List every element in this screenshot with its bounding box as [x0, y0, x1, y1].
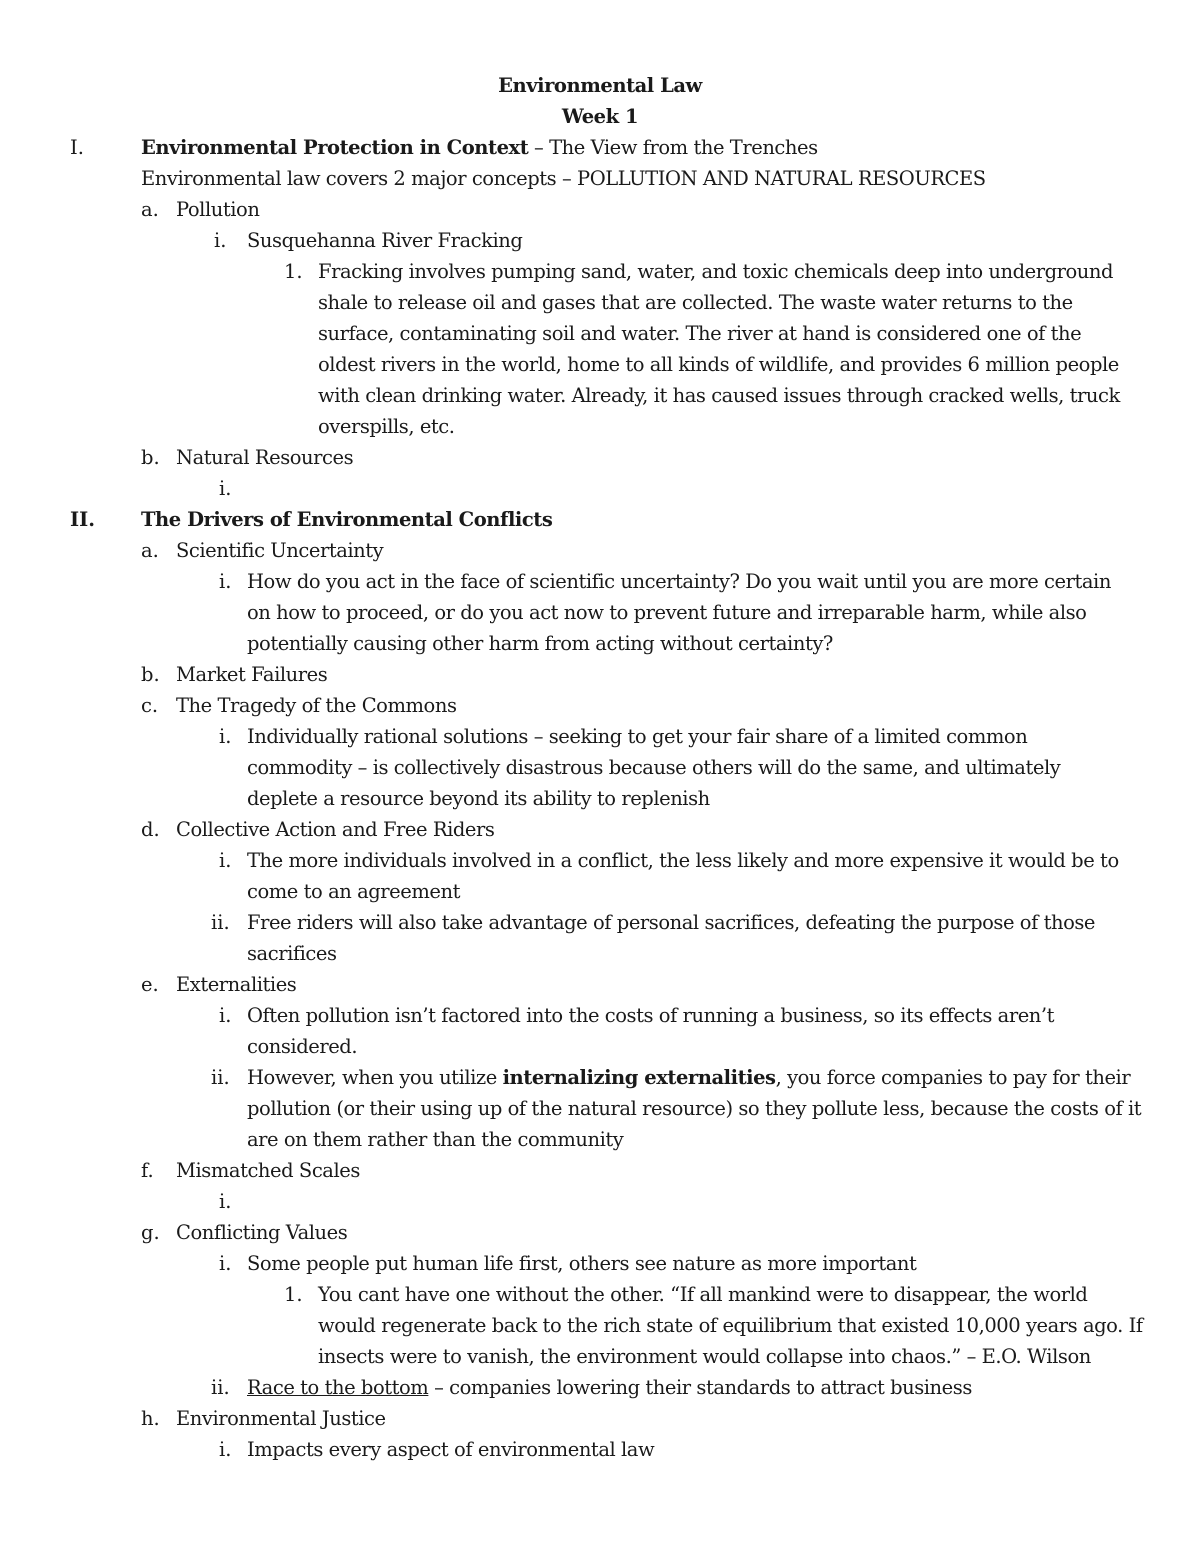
race-to-bottom-line: Race to the bottom – companies lowering their standards to attract business	[247, 1376, 972, 1399]
externalities-text-line: Often pollution isn’t factored into the costs of running a business, so its effects aren’t	[247, 1004, 1055, 1027]
list-marker: b.	[141, 446, 160, 469]
list-marker: ii.	[211, 911, 230, 934]
free-riders-text-line: sacrifices	[247, 942, 337, 965]
values-text-line: Some people put human life first, others see nature as more important	[247, 1252, 917, 1275]
list-marker: 1.	[284, 1283, 303, 1306]
fracking-text-line: shale to release oil and gases that are collected. The waste water returns to the	[318, 291, 1073, 314]
list-item-pollution: Pollution	[176, 198, 260, 221]
list-marker: a.	[141, 539, 159, 562]
uncertainty-text-line: How do you act in the face of scientific uncertainty? Do you wait until you are more certain	[247, 570, 1111, 593]
collective-text-line: The more individuals involved in a conflict, the less likely and more expensive it would be to	[247, 849, 1119, 872]
externalities-text-line: considered.	[247, 1035, 358, 1058]
fracking-text-line: with clean drinking water. Already, it has caused issues through cracked wells, truck	[318, 384, 1120, 407]
list-marker: i.	[219, 1004, 232, 1027]
list-item-susquehanna: Susquehanna River Fracking	[247, 229, 523, 252]
list-item-collective-action: Collective Action and Free Riders	[176, 818, 495, 841]
fracking-text-line: surface, contaminating soil and water. The river at hand is considered one of the	[318, 322, 1082, 345]
section-1-heading: Environmental Protection in Context – The View from the Trenches	[141, 136, 818, 159]
justice-text-line: Impacts every aspect of environmental law	[247, 1438, 655, 1461]
list-marker: 1.	[284, 260, 303, 283]
list-marker: b.	[141, 663, 160, 686]
uncertainty-text-line: potentially causing other harm from acting without certainty?	[247, 632, 833, 655]
wilson-quote-line: would regenerate back to the rich state of equilibrium that existed 10,000 years ago. If	[318, 1314, 1143, 1337]
fracking-text-line: overspills, etc.	[318, 415, 455, 438]
list-item-externalities: Externalities	[176, 973, 297, 996]
list-marker: g.	[141, 1221, 160, 1244]
document-title: Environmental Law	[498, 74, 702, 97]
list-marker: e.	[141, 973, 159, 996]
list-marker: c.	[141, 694, 159, 717]
list-marker: i.	[219, 570, 232, 593]
document-subtitle: Week 1	[561, 105, 639, 128]
wilson-quote-line: insects were to vanish, the environment would collapse into chaos.” – E.O. Wilson	[318, 1345, 1091, 1368]
list-marker: i.	[219, 1190, 232, 1213]
internalizing-text-line: However, when you utilize internalizing externalities, you force companies to pay for their	[247, 1066, 1131, 1089]
list-marker: f.	[141, 1159, 154, 1182]
section-1-intro: Environmental law covers 2 major concepts – POLLUTION AND NATURAL RESOURCES	[141, 167, 986, 190]
list-marker: i.	[219, 849, 232, 872]
internalizing-text-line: pollution (or their using up of the natural resource) so they pollute less, because the costs of it	[247, 1097, 1142, 1120]
fracking-text-line: Fracking involves pumping sand, water, and toxic chemicals deep into underground	[318, 260, 1114, 283]
list-marker: i.	[214, 229, 227, 252]
uncertainty-text-line: on how to proceed, or do you act now to prevent future and irreparable harm, while also	[247, 601, 1087, 624]
list-marker: a.	[141, 198, 159, 221]
internalizing-text-line: are on them rather than the community	[247, 1128, 624, 1151]
list-marker: h.	[141, 1407, 160, 1430]
collective-text-line: come to an agreement	[247, 880, 460, 903]
section-2-heading: The Drivers of Environmental Conflicts	[141, 508, 553, 531]
list-item-natural-resources: Natural Resources	[176, 446, 354, 469]
commons-text-line: Individually rational solutions – seeking to get your fair share of a limited common	[247, 725, 1028, 748]
list-item-scientific-uncertainty: Scientific Uncertainty	[176, 539, 384, 562]
section-2-marker: II.	[70, 508, 96, 531]
list-item-environmental-justice: Environmental Justice	[176, 1407, 386, 1430]
list-marker: ii.	[211, 1376, 230, 1399]
section-1-marker: I.	[70, 136, 84, 159]
list-item-market-failures: Market Failures	[176, 663, 328, 686]
list-marker: ii.	[211, 1066, 230, 1089]
list-item-mismatched-scales: Mismatched Scales	[176, 1159, 360, 1182]
list-item-conflicting-values: Conflicting Values	[176, 1221, 348, 1244]
free-riders-text-line: Free riders will also take advantage of personal sacrifices, defeating the purpose of those	[247, 911, 1096, 934]
list-marker: i.	[219, 477, 232, 500]
wilson-quote-line: You cant have one without the other. “If all mankind were to disappear, the world	[318, 1283, 1088, 1306]
list-marker: d.	[141, 818, 160, 841]
list-marker: i.	[219, 1438, 232, 1461]
list-marker: i.	[219, 1252, 232, 1275]
commons-text-line: commodity – is collectively disastrous because others will do the same, and ultimately	[247, 756, 1061, 779]
list-marker: i.	[219, 725, 232, 748]
commons-text-line: deplete a resource beyond its ability to replenish	[247, 787, 710, 810]
fracking-text-line: oldest rivers in the world, home to all kinds of wildlife, and provides 6 million people	[318, 353, 1119, 376]
list-item-tragedy-commons: The Tragedy of the Commons	[176, 694, 457, 717]
